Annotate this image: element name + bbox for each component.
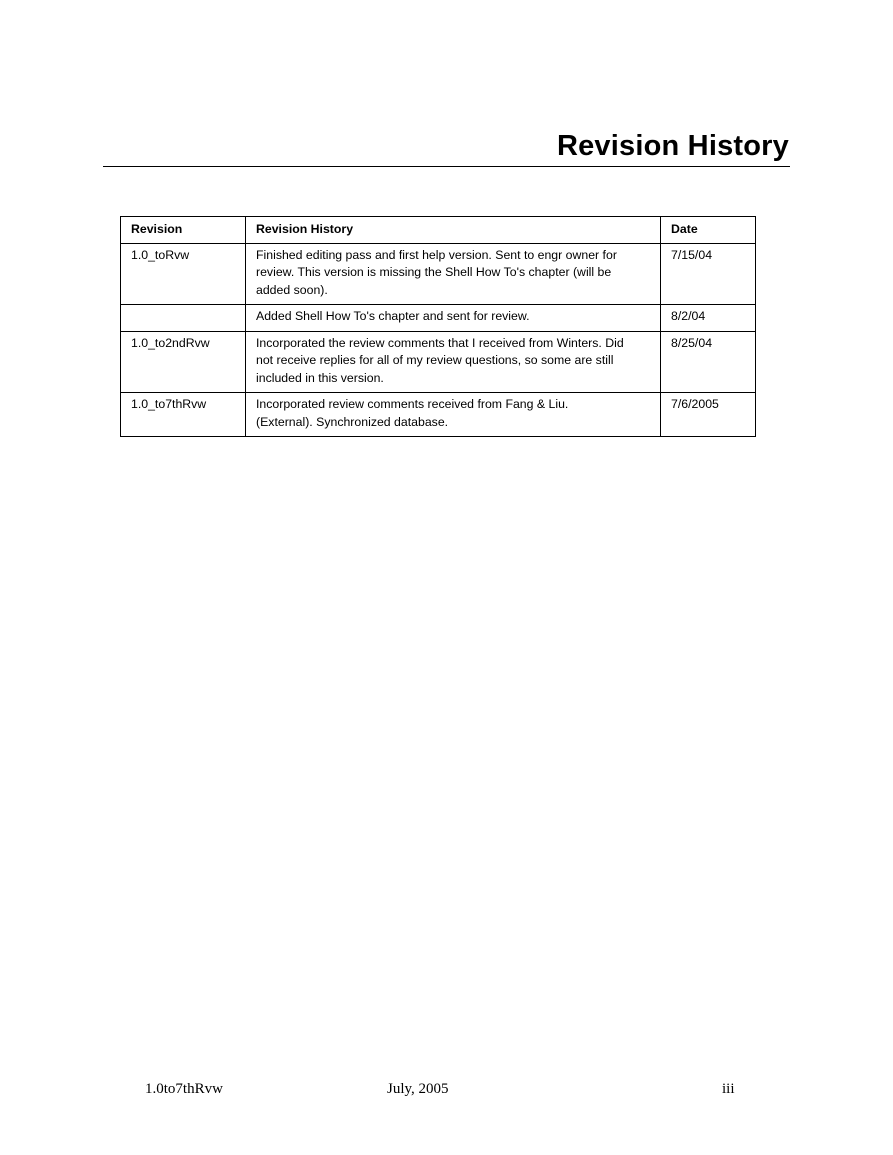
table-row	[121, 243, 756, 305]
revision-history-table	[120, 216, 756, 437]
date-cell: 7/6/2005	[661, 393, 756, 437]
column-header-date: Date	[661, 217, 756, 244]
history-cell: Incorporated the review comments that I received from Winters. Did not receive replies for all of my review questions, so some are still included in this version.	[246, 331, 661, 393]
table-row	[121, 305, 756, 332]
footer-page-number: iii	[722, 1081, 735, 1097]
revision-cell: 1.0_toRvw	[121, 243, 246, 305]
table-row	[121, 331, 756, 393]
date-cell: 7/15/04	[661, 243, 756, 305]
revision-cell: 1.0_to7thRvw	[121, 393, 246, 437]
table-header-row	[121, 217, 756, 244]
revision-cell	[121, 305, 246, 332]
footer-date: July, 2005	[387, 1081, 449, 1097]
history-cell: Added Shell How To's chapter and sent for review.	[246, 305, 661, 332]
history-cell: Incorporated review comments received from Fang & Liu. (External). Synchronized database.	[246, 393, 661, 437]
date-cell: 8/25/04	[661, 331, 756, 393]
column-header-history: Revision History	[246, 217, 661, 244]
table-row	[121, 393, 756, 437]
revision-cell: 1.0_to2ndRvw	[121, 331, 246, 393]
column-header-revision: Revision	[121, 217, 246, 244]
page-title: Revision History	[556, 130, 789, 162]
history-cell: Finished editing pass and first help version. Sent to engr owner for review. This version is missing the Shell How To's chapter (will be added soon).	[246, 243, 661, 305]
date-cell: 8/2/04	[661, 305, 756, 332]
footer-revision-label: 1.0to7thRvw	[145, 1081, 223, 1097]
title-rule	[103, 166, 790, 167]
